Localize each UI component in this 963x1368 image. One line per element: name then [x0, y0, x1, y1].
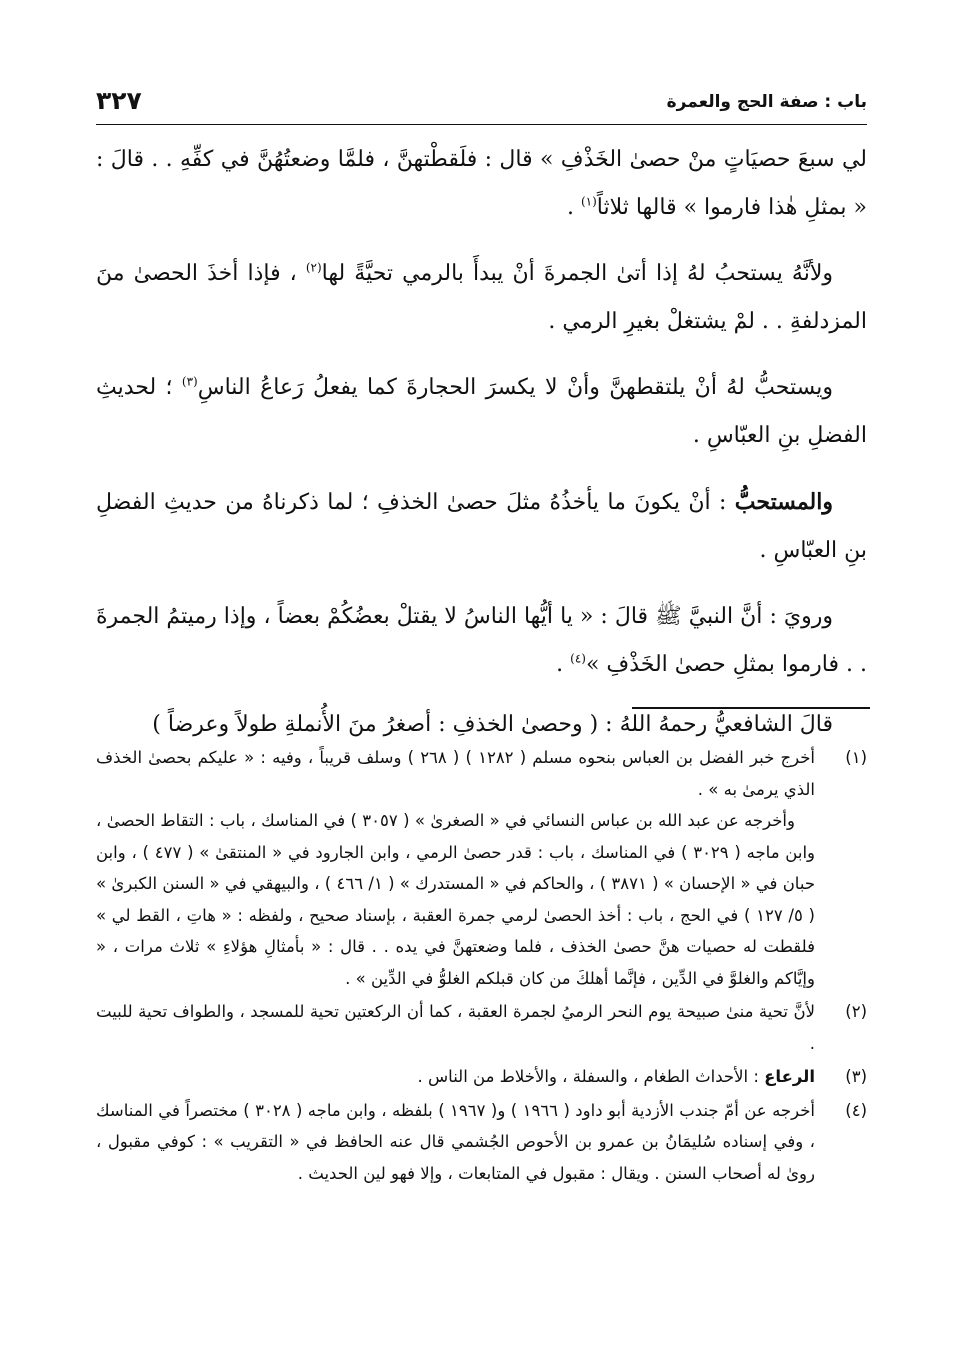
paragraph-4-text: : أنْ يكونَ ما يأخذُهُ مثلَ حصىٰ الخذفِ ؛ لما ذكرناهُ من حديثِ الفضلِ بنِ العبّاسِ . — [96, 490, 867, 563]
paragraph-1-end: . — [566, 195, 581, 220]
paragraph-5 — [96, 593, 867, 689]
footnote-number: (٣) — [845, 1067, 867, 1086]
paragraph-2-text-a: ولأنَّهُ يستحبُ لهُ إذا أتىٰ الجمرةَ أنْ يبدأَ بالرمي تحيَّةً لها — [321, 261, 833, 286]
footnote-number: (٤) — [845, 1100, 867, 1120]
header-divider — [96, 124, 867, 125]
footnote-text: : الأحداث الطغام ، والسفلة ، والأخلاط من الناس . — [417, 1067, 765, 1086]
chapter-title: باب : صفة الحج والعمرة — [666, 92, 867, 112]
paragraph-4 — [96, 478, 867, 575]
footnote-1 — [96, 742, 867, 994]
main-text — [96, 136, 867, 767]
paragraph-2-text-b: ، فإذا أخذَ الحصىٰ منَ المزدلفةِ . . لمْ يشتغلْ بغيرِ الرمي . — [96, 261, 867, 334]
footnote-text: أخرجه عن أمّ جندب الأزدية أبو داود ( ١٩٦٦ ) و( ١٩٦٧ ) بلفظه ، وابن ماجه ( ٣٠٢٨ ) مختصراً في المناسك ، وفي إسناده سُليمَانُ بن عمرو بن الأحوص الجُشمي قال عنه الحافظ في « التقريب » : كوفي مقبول ، روىٰ له أصحاب السنن . ويقال : مقبول في المتابعات ، وإلا فهو لين الحديث . — [96, 1100, 815, 1183]
footnote-3 — [96, 1061, 867, 1093]
footnote-text: لأنَّ تحية منىٰ صبيحة يوم النحر الرميُ لجمرة العقبة ، كما أن الركعتين تحية للمسجد ، والطواف تحية للبيت . — [96, 1002, 815, 1053]
paragraph-5-text: ورويَ : أنَّ النبيَّ ﷺ قالَ : « يا أيُّها الناسُ لا يقتلْ بعضُكُمْ بعضاً ، وإذا رميتمُ الجمرةَ . . فارموا بمثلِ حصىٰ الخَذْفِ » — [96, 604, 867, 677]
footnote-text: وأخرجه عن عبد الله بن عباس النسائي في « الصغرىٰ » ( ٣٠٥٧ ) في المناسك ، باب : التقاط الحصىٰ ، وابن ماجه ( ٣٠٢٩ ) في المناسك ، باب : قدر حصىٰ الرمي ، وابن الجارود في « المنتقىٰ » ( ٤٧٧ ) ، وابن حبان في « الإحسان » ( ٣٨٧١ ) ، والحاكم في « المستدرك » ( ١/ ٤٦٦ ) ، والبيهقي في « السنن الكبرىٰ » ( ٥/ ١٢٧ ) في الحج ، باب : أخذ الحصىٰ لرمي جمرة العقبة ، بإسناد صحيح ، ولفظه : « هاتِ ، القط لي » فلقطت له حصيات هنَّ حصىٰ الخذف ، فلما وضعتهنَّ في يده . . قال : « بأمثالِ هؤلاءِ » ثلاث مرات ، « وإيَّاكم والغلوَّ في الدِّين ، فإنَّما أهلكَ من كان قبلكم الغلوُّ في الدِّين » . — [96, 811, 816, 988]
paragraph-3-text-a: ويستحبُّ لهُ أنْ يلتقطهنَّ وأنْ لا يكسرَ الحجارةَ كما يفعلُ رَعاعُ الناسِ — [197, 375, 833, 400]
footnote-ref-3[interactable]: (٣) — [181, 374, 198, 389]
footnote-2 — [96, 996, 867, 1059]
paragraph-3-text-b: ؛ لحديثِ الفضلِ بنِ العبّاسِ . — [96, 375, 867, 448]
paragraph-1 — [96, 136, 867, 232]
page-number: ٣٢٧ — [96, 86, 142, 115]
paragraph-1-text: لي سبعَ حصيَاتٍ منْ حصىٰ الخَذْفِ » قال : فلَقطْتهنَّ ، فلمَّا وضعتُهُنَّ في كفِّهِ . . قالَ : « بمثلِ هٰذا فارموا » قالها ثلاثاً — [96, 147, 867, 220]
footnotes — [96, 742, 867, 1191]
paragraph-6-text: قالَ الشافعيُّ رحمهُ اللهُ : ( وحصىٰ الخذفِ : أصغرُ منَ الأُنملةِ طولاً وعرضاً ) — [152, 712, 833, 737]
footnote-text: أخرج خبر الفضل بن العباس بنحوه مسلم ( ١٢٨٢ ) ( ٢٦٨ ) وسلف قريباً ، وفيه : « عليكم بحصىٰ الخذف الذي يرمىٰ به » . — [96, 748, 815, 799]
paragraph-4-lead: والمستحبُّ — [734, 489, 833, 515]
footnote-ref-4[interactable]: (٤) — [570, 651, 586, 666]
footnote-lead-term: الرعاع — [764, 1067, 815, 1086]
footnote-divider — [632, 707, 870, 709]
footnote-number: (٢) — [845, 1002, 867, 1021]
paragraph-3 — [96, 364, 867, 460]
footnote-4 — [96, 1095, 867, 1190]
footnote-ref-2[interactable]: (٢) — [305, 260, 322, 275]
paragraph-5-end: . — [556, 652, 571, 677]
footnote-ref-1[interactable]: (١) — [580, 194, 597, 209]
paragraph-2 — [96, 250, 867, 346]
running-head — [96, 86, 867, 126]
footnote-number: (١) — [845, 748, 867, 767]
footnote-text-wrap — [96, 1061, 815, 1093]
